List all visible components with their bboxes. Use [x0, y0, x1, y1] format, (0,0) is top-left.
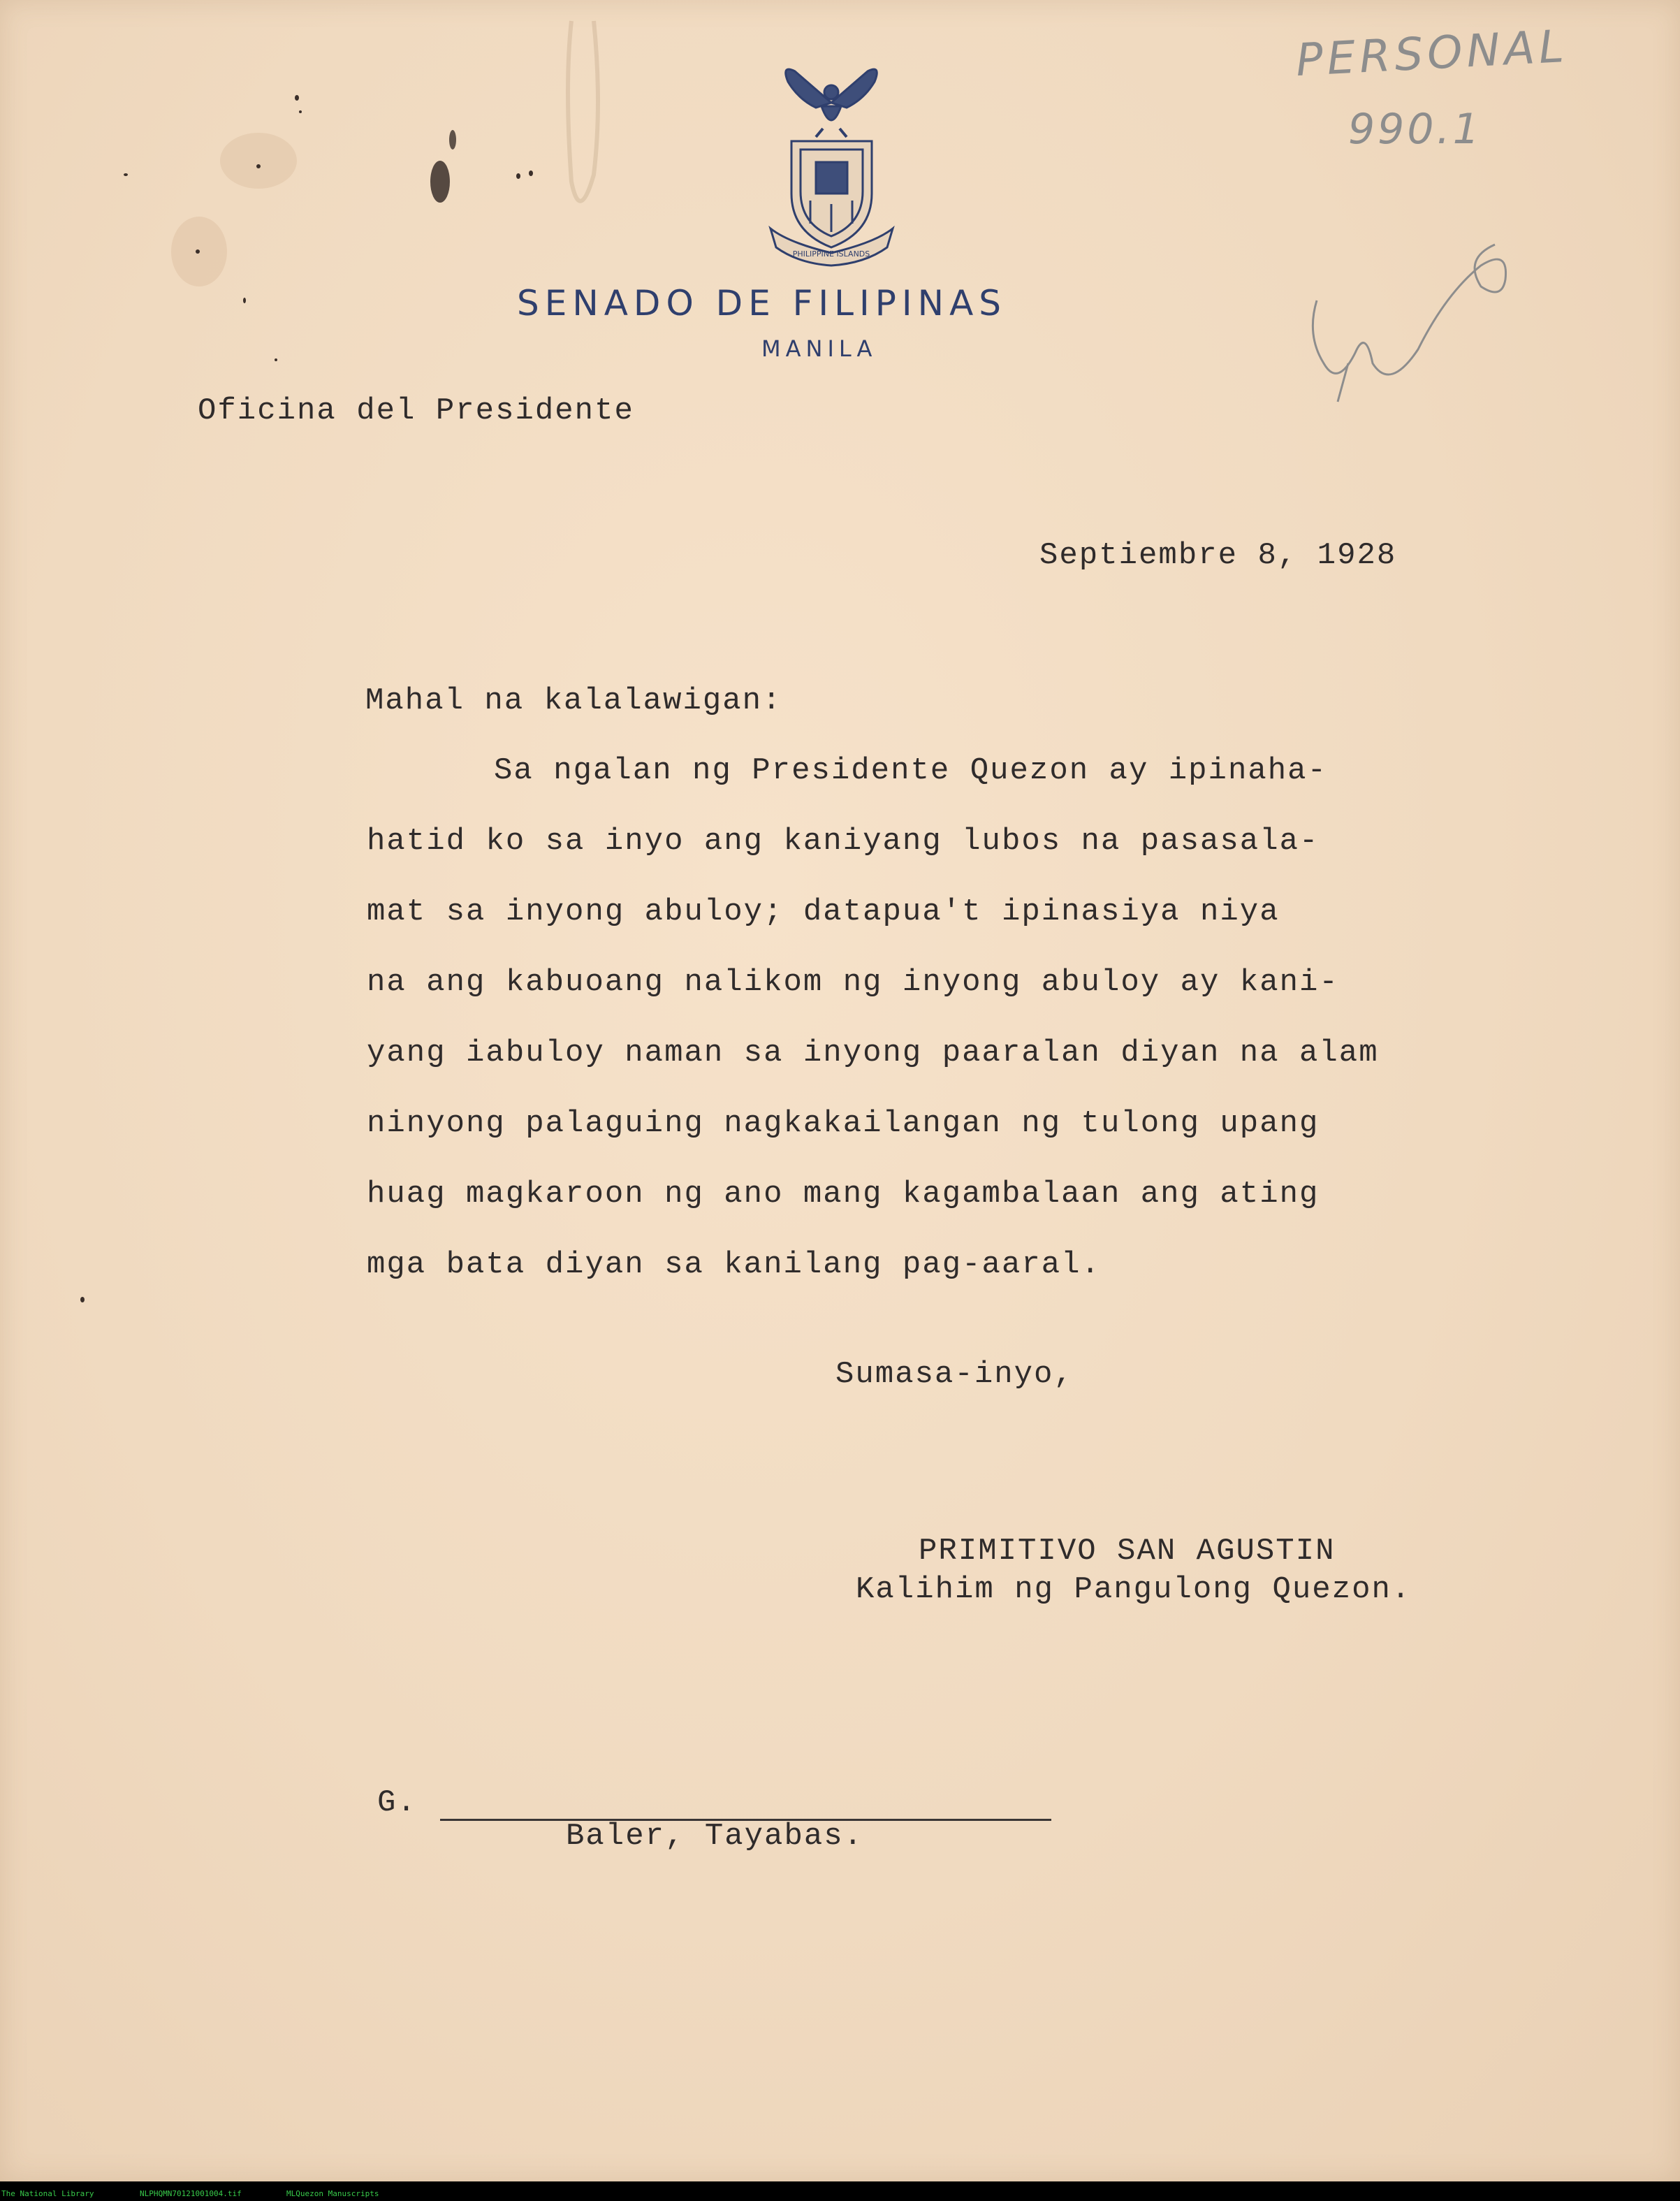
body-line: yang iabuloy naman sa inyong paaralan diyan na alam: [367, 1036, 1379, 1070]
body-line: hatid ko sa inyo ang kaniyang lubos na pasasala-: [367, 824, 1320, 859]
letter-date: Septiembre 8, 1928: [1039, 538, 1397, 573]
addressee-place: Baler, Tayabas.: [566, 1819, 864, 1854]
body-line: ninyong palaguing nagkakailangan ng tulong upang: [367, 1106, 1320, 1141]
body-line: na ang kabuoang nalikom ng inyong abuloy ay kani-: [367, 965, 1339, 1000]
closing: Sumasa-inyo,: [835, 1357, 1074, 1392]
footer-collection: MLQuezon Manuscripts: [286, 2189, 379, 2198]
letterhead-city: MANILA: [761, 335, 877, 362]
office-line: Oficina del Presidente: [198, 393, 634, 428]
signatory-name: PRIMITIVO SAN AGUSTIN: [919, 1534, 1336, 1569]
body-line: huag magkaroon ng ano mang kagambalaan ang ating: [367, 1177, 1320, 1212]
body-line: mga bata diyan sa kanilang pag-aaral.: [367, 1247, 1101, 1282]
senate-crest-logo: [767, 64, 896, 267]
letterhead-title: SENADO DE FILIPINAS: [517, 283, 1007, 324]
footer-library: The National Library: [1, 2189, 94, 2198]
salutation: Mahal na kalalawigan:: [365, 683, 782, 718]
scan-footer-bar: [0, 2181, 1680, 2201]
body-line: Sa ngalan ng Presidente Quezon ay ipinaha-: [494, 753, 1327, 788]
signatory-title: Kalihim ng Pangulong Quezon.: [856, 1572, 1412, 1607]
addressee-prefix: G.: [377, 1785, 417, 1820]
personal-annotation: PERSONAL: [1294, 20, 1570, 87]
crest-ribbon-text: PHILIPPINE ISLANDS: [792, 249, 870, 259]
file-number-annotation: 990.1: [1348, 105, 1482, 154]
footer-file: NLPHQMN70121001004.tif: [140, 2189, 242, 2198]
body-line: mat sa inyong abuloy; datapua't ipinasiya niya: [367, 894, 1280, 929]
